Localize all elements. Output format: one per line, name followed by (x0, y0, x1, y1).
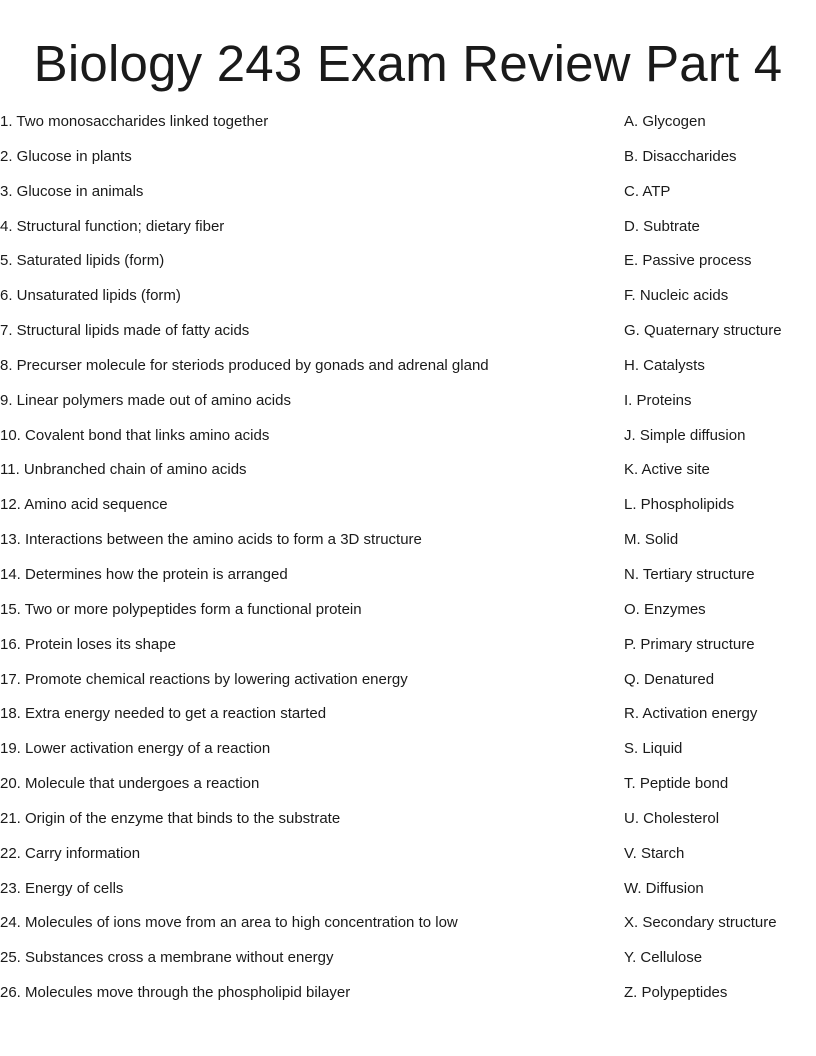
question-text: 7. Structural lipids made of fatty acids (0, 322, 250, 340)
answer-option: S. Liquid (624, 740, 683, 758)
question-text: 12. Amino acid sequence (0, 496, 168, 514)
question-text: 23. Energy of cells (0, 879, 124, 897)
answer-option: Y. Cellulose (624, 949, 703, 967)
list-item (0, 670, 816, 705)
answer-option: B. Disaccharides (624, 147, 737, 165)
answer-option: W. Diffusion (624, 879, 704, 897)
list-item (0, 251, 816, 286)
answer-option: Q. Denatured (624, 670, 715, 688)
list-item (0, 147, 816, 182)
list-item (0, 704, 816, 739)
list-item (0, 530, 816, 565)
answer-option: U. Cholesterol (624, 809, 720, 827)
question-text: 3. Glucose in animals (0, 182, 144, 200)
list-item (0, 321, 816, 356)
question-text: 18. Extra energy needed to get a reaction started (0, 705, 327, 723)
list-item (0, 112, 816, 147)
answer-option: P. Primary structure (624, 635, 755, 653)
list-item (0, 774, 816, 809)
answer-option: F. Nucleic acids (624, 287, 729, 305)
question-text: 9. Linear polymers made out of amino acids (0, 391, 291, 409)
question-text: 22. Carry information (0, 844, 141, 862)
answer-option: K. Active site (624, 461, 710, 479)
question-text: 25. Substances cross a membrane without energy (0, 949, 334, 967)
answer-option: J. Simple diffusion (624, 426, 746, 444)
answer-option: H. Catalysts (624, 356, 705, 374)
list-item (0, 983, 816, 1018)
list-item (0, 217, 816, 252)
question-text: 15. Two or more polypeptides form a functional protein (0, 600, 362, 618)
list-item (0, 600, 816, 635)
matching-list (0, 112, 816, 1018)
answer-option: Z. Polypeptides (624, 984, 728, 1002)
answer-option: M. Solid (624, 531, 679, 549)
question-text: 11. Unbranched chain of amino acids (0, 461, 247, 479)
question-text: 24. Molecules of ions move from an area to high concentration to low (0, 914, 458, 932)
list-item (0, 809, 816, 844)
answer-option: C. ATP (624, 182, 671, 200)
list-item (0, 426, 816, 461)
question-text: 10. Covalent bond that links amino acids (0, 426, 270, 444)
question-text: 13. Interactions between the amino acids to form a 3D structure (0, 531, 422, 549)
question-text: 20. Molecule that undergoes a reaction (0, 775, 260, 793)
list-item (0, 565, 816, 600)
answer-option: R. Activation energy (624, 705, 758, 723)
question-text: 5. Saturated lipids (form) (0, 252, 165, 270)
list-item (0, 495, 816, 530)
answer-option: G. Quaternary structure (624, 322, 782, 340)
list-item (0, 844, 816, 879)
answer-option: O. Enzymes (624, 600, 706, 618)
question-text: 14. Determines how the protein is arranged (0, 565, 288, 583)
list-item (0, 391, 816, 426)
page-title: Biology 243 Exam Review Part 4 (33, 35, 783, 92)
answer-option: E. Passive process (624, 252, 752, 270)
question-text: 17. Promote chemical reactions by lowering activation energy (0, 670, 408, 688)
question-text: 19. Lower activation energy of a reaction (0, 740, 271, 758)
question-text: 8. Precurser molecule for steriods produced by gonads and adrenal gland (0, 356, 489, 374)
question-text: 4. Structural function; dietary fiber (0, 217, 225, 235)
question-text: 21. Origin of the enzyme that binds to the substrate (0, 809, 341, 827)
list-item (0, 913, 816, 948)
question-text: 26. Molecules move through the phospholipid bilayer (0, 984, 351, 1002)
question-text: 16. Protein loses its shape (0, 635, 176, 653)
list-item (0, 356, 816, 391)
answer-option: A. Glycogen (624, 113, 706, 130)
list-item (0, 879, 816, 914)
answer-option: N. Tertiary structure (624, 565, 755, 583)
list-item (0, 739, 816, 774)
list-item (0, 635, 816, 670)
question-text: 6. Unsaturated lipids (form) (0, 287, 181, 305)
list-item (0, 182, 816, 217)
answer-option: D. Subtrate (624, 217, 700, 235)
answer-option: L. Phospholipids (624, 496, 735, 514)
question-text: 2. Glucose in plants (0, 147, 132, 165)
answer-option: I. Proteins (624, 391, 692, 409)
answer-option: X. Secondary structure (624, 914, 777, 932)
question-text: 1. Two monosaccharides linked together (0, 113, 269, 130)
list-item (0, 948, 816, 983)
answer-option: V. Starch (624, 844, 685, 862)
list-item (0, 286, 816, 321)
answer-option: T. Peptide bond (624, 775, 729, 793)
list-item (0, 460, 816, 495)
